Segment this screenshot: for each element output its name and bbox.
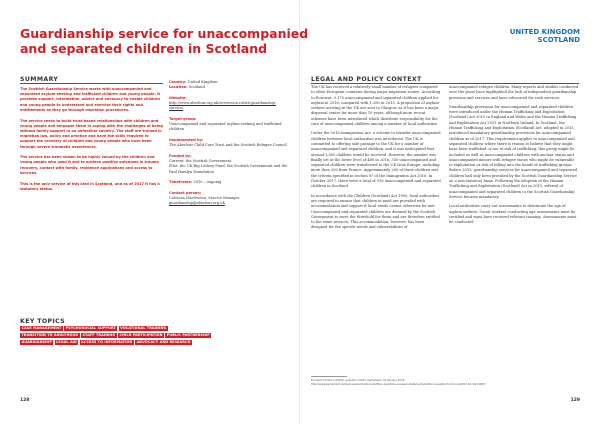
legal-column-1 (311, 85, 441, 235)
key-topics-heading: KEY TOPICS (20, 318, 66, 325)
info-implemented-value: The Aberlour Child Care Trust and the Scottish Refugee Council (169, 143, 287, 148)
tag-row-2 (20, 333, 290, 338)
country-label (510, 28, 580, 44)
tag-vocational-training: VOCATIONAL TRAINING (120, 326, 167, 330)
info-contact-email[interactable]: guardianship@aberlour.org.uk (169, 201, 225, 206)
footnote-rule (311, 376, 347, 377)
page-title-line-2: and separated children in Scotland (20, 41, 268, 56)
summary-paragraph-1: The Scottish Guardianship Service works with unaccompanied and separated asylum-seeking and trafficked children and young people. It provides support, information, advice and advocacy to enable children and young people to understand and exercise their rights and entitlements as they go through migration procedures. (20, 87, 161, 112)
key-topics-tags (20, 326, 290, 346)
tag-staff-training: STAFF TRAINING (82, 332, 116, 337)
info-funded-current: Current: the Scottish Government (169, 159, 232, 164)
summary-heading: SUMMARY (20, 76, 59, 83)
legal-col2-paragraph-3: Local authorities carry out assessments to determine the age of asylum-seekers. Social workers conducting age assessments must be certified and must have received relevant training. Assessments must be conducted (449, 204, 577, 225)
page-gutter (299, 0, 300, 424)
tag-legal-aid: LEGAL AID (56, 339, 77, 344)
tag-row-1 (20, 326, 290, 331)
info-funded-label: Funded by: (169, 154, 192, 159)
summary-text (20, 87, 163, 197)
footnote-line-2: http://www.parliament.uk/business/publications/written-questions-answers-statements/written-question/Commons/2017-01-16/13497/ (311, 382, 486, 386)
country-label-line-2: SCOTLAND (537, 36, 580, 44)
legal-col1-paragraph-2: Under the 2016 Immigration Act, a scheme to transfer unaccompanied children between local authorities was introduced. The UK is committed to offering safe passage to the UK for a number of unaccompanied and separated children, and it was anticipated that around 3,000 children would be received. However, the number was finally set at the lower level of 480 in 2016, 350 unaccompanied and separated children were transferred to the UK from Europe, including more than 200 from France. Approximately 200 of these children met the criteria specified in section 67 of the Immigration Act 2016. In October 2017, there were a total of 916 unaccompanied and separated children in Scotland. (311, 131, 441, 189)
legal-column-2 (449, 85, 579, 229)
info-country-label: Country: (169, 80, 187, 84)
info-contact-name: Catriona MacSween, Service Manager (169, 196, 240, 201)
legal-col2-paragraph-1: unaccompanied refugee children. Many reports and studies conducted over the years have highlighted the lack of independent guardianship provision and services and have advocated for such services. (449, 85, 579, 100)
summary-paragraph-3: The service has been shown to be highly valued by the children and young people who used it and to achieve positive outcomes in trauma recovery, contact with family, residence applications and access to services. (20, 155, 159, 175)
info-timeframe-label: Timeframe: (169, 180, 193, 185)
info-location-label: Location: (169, 85, 188, 90)
info-website-label: Website: (169, 95, 187, 100)
tag-psychosocial-support: PSYCHOSOCIAL SUPPORT (65, 326, 116, 330)
info-location-value: Scotland (188, 85, 205, 90)
info-funded-by (169, 154, 289, 175)
info-contact-label: Contact person: (169, 191, 202, 196)
info-target-group (169, 117, 289, 133)
legal-col2-paragraph-2: Guardianship provisions for unaccompanied and separated children were introduced under the Human Trafficking and Exploitation (Scotland) Act 2015 in England and Wales and the Human Trafficking and Exploitation Act 2015 in Northern Ireland. In Scotland, the Human Trafficking and Exploitation (Scotland) Act, adopted in 2015, introduced mandatory guardianship provisions for unaccompanied children as of 2017. This requirement applies to unaccompanied and separated children where there is reason to believe that they might have been trafficked or are at risk of trafficking; this group might be included as well as unaccompanied children with unclear status and unaccompanied minors with refugee status who might be vulnerable to exploitation or risk of falling into the hands of trafficking groups. Before 2015, guardianship services for unaccompanied and separated children had only been provided by the Scottish Guardianship Service on a non-statutory basis. Following the adoption of the Human Trafficking and Exploitation (Scotland) Act in 2015, referral of unaccompanied and separated children to the Scottish Guardianship Service became mandatory. (449, 104, 578, 199)
info-contact (169, 191, 289, 207)
info-implemented-label: Implemented by: (169, 138, 204, 143)
summary-paragraph-4: This is the only service of this kind in Scotland, and as of 2017 it has a statutory status. (20, 181, 160, 191)
legal-heading-rule (311, 83, 579, 84)
legal-col1-paragraph-3: In accordance with the Children (Scotland) Act 1995, local authorities are required to ensure that children in need are provided with accommodation and support if local needs cannot otherwise be met. Unaccompanied and separated children are deemed by the Scottish Government to meet the threshold for these and are therefore entitled to the same services. This accommodation, however, has been designed for the specific needs and vulnerabilities of (311, 193, 440, 230)
tag-child-participation: CHILD PARTICIPATION (119, 332, 163, 337)
page-title-line-1: Guardianship service for unaccompanied (20, 26, 309, 41)
tag-row-3 (20, 340, 290, 345)
page-number-left: 128 (20, 398, 30, 403)
info-implemented-by (169, 138, 289, 148)
footnote (311, 379, 579, 386)
info-website-link[interactable]: http://www.aberlour.org.uk/services/scottish-guardianship-service/ (169, 101, 277, 111)
summary-heading-rule (20, 83, 163, 84)
info-timeframe (169, 180, 289, 185)
tag-transition-to-adulthood: TRANSITION TO ADULTHOOD (21, 332, 79, 337)
info-website (169, 96, 289, 112)
info-funded-pilot: Pilot: the UK Big Lottery Fund, the Scottish Government and the Paul Hamlyn Foundation (169, 164, 288, 174)
info-target-value: Unaccompanied and separated asylum-seeking and trafficked children (169, 122, 282, 132)
tag-advocacy-and-research: ADVOCACY AND RESEARCH (136, 339, 191, 344)
legal-heading: LEGAL AND POLICY CONTEXT (311, 76, 422, 83)
tag-guardianship: GUARDIANSHIP (21, 339, 52, 344)
summary-paragraph-2: The service seeks to build trust-based relationships with children and young people and empower them in coping with the challenges of being without family support in an unfamiliar country. The staff are trained in migration law, policy and practice and have the skills required to support the recovery of children and young people who have been through severe traumatic experiences. (20, 118, 163, 149)
footnote-line-1: Eurostat: Children Written question 13497, Parliament, 23 January 2018 (311, 379, 405, 382)
info-target-label: Target group: (169, 117, 197, 122)
tag-public-partnership: PUBLIC PARTNERSHIP (166, 332, 210, 337)
info-country-location (169, 80, 289, 90)
info-country-value: United Kingdom (187, 80, 218, 84)
tag-case-management: CASE MANAGEMENT (21, 326, 62, 330)
tag-access-to-information: ACCESS TO INFORMATION (81, 339, 133, 344)
country-label-line-1: UNITED KINGDOM (509, 28, 580, 36)
page-number-right: 129 (570, 398, 580, 403)
project-info (169, 80, 289, 212)
info-timeframe-value: 2010 – ongoing (193, 180, 222, 185)
page-title (20, 26, 320, 56)
legal-col1-paragraph-1: The UK has received a relatively small number of refugees compared to other European countries during major migration routes. According to Eurostat, 3,175 unaccompanied and separated children applied for asylum in 2016, compared with 1,280 in 2013. A proportion of asylum-seekers arriving in the UK are sent to Glasgow, as it has been a major dispersal centre for more than 10 years, although more recent schemes have been introduced which distribute responsibility for the care of unaccompanied children among a number of local authorities. (311, 85, 441, 127)
